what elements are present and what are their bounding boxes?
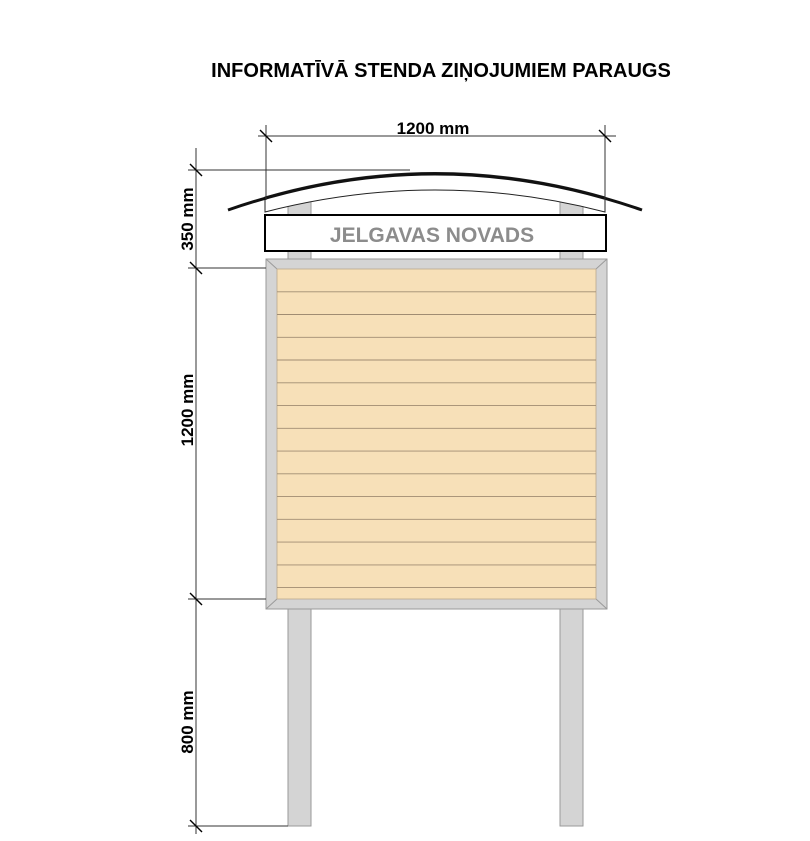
width-dimension-label: 1200 mm: [396, 119, 470, 138]
board-height-label: 1200 mm: [178, 373, 197, 447]
diagram-title: INFORMATĪVĀ STENDA ZIŅOJUMIEM PARAUGS: [211, 60, 671, 82]
notice-board: [277, 269, 596, 599]
board-panel: [277, 269, 596, 599]
sign-text: JELGAVAS NOVADS: [329, 224, 535, 247]
roof-height-label: 350 mm: [178, 187, 197, 251]
roof-cover: [265, 173, 605, 213]
leg-height-label: 800 mm: [178, 690, 197, 754]
